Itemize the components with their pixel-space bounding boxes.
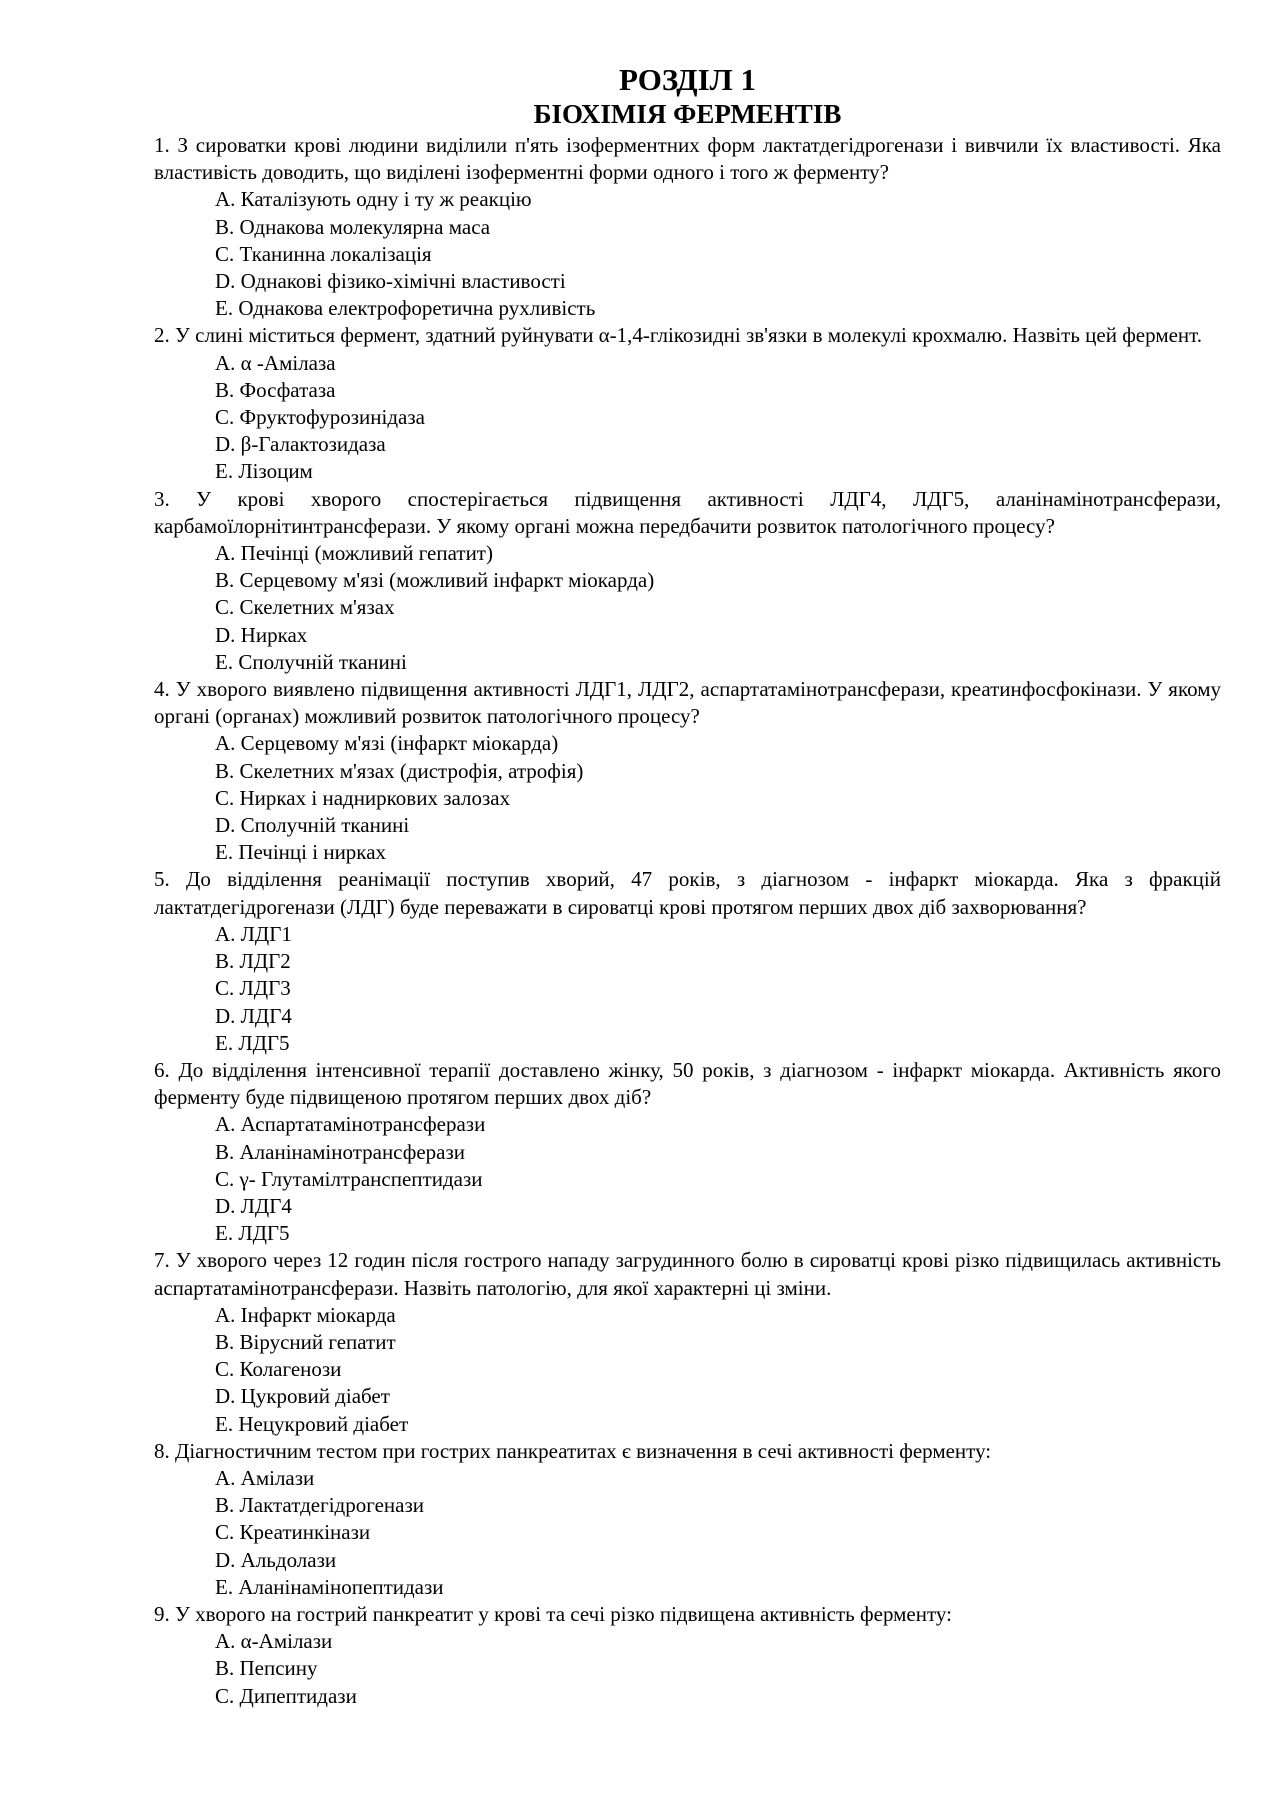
question-4 [154, 676, 1221, 866]
answer-option: A. Серцевому м'язі (інфаркт міокарда) [215, 731, 559, 756]
answer-options [154, 350, 1221, 486]
answer-option: E. Сполучній тканині [215, 649, 407, 674]
answer-option: C. Колагенози [215, 1357, 342, 1382]
answer-option: A. α-Амілази [215, 1629, 333, 1654]
answer-option: A. Каталізують одну і ту ж реакцію [215, 187, 532, 212]
answer-option: C. Тканинна локалізація [215, 241, 432, 266]
answer-option: A. α -Амілаза [215, 350, 336, 375]
answer-option: C. Скелетних м'язах [215, 595, 395, 620]
answer-option: D. Альдолази [215, 1547, 337, 1572]
question-list [154, 132, 1221, 1710]
answer-option: D. Сполучній тканині [215, 813, 410, 838]
answer-option: A. Аспартатамінотрансферази [215, 1112, 486, 1137]
answer-option: D. Однакові фізико-хімічні властивості [215, 269, 566, 294]
question-1 [154, 132, 1221, 322]
answer-options [154, 921, 1221, 1057]
answer-option: B. Пепсину [215, 1656, 318, 1681]
question-5 [154, 866, 1221, 1056]
answer-option: C. ЛДГ3 [215, 976, 291, 1001]
answer-option: E. Аланінамінопептидази [215, 1574, 444, 1599]
answer-option: D. ЛДГ4 [215, 1193, 292, 1218]
answer-options [154, 1628, 1221, 1710]
answer-option: B. ЛДГ2 [215, 949, 291, 974]
question-text: 4. У хворого виявлено підвищення активності ЛДГ1, ЛДГ2, аспартатамінотрансферази, креатинфосфокінази. У якому органі (органах) можливий розвиток патологічного процесу? [154, 677, 1221, 729]
answer-option: E. Лізоцим [215, 459, 313, 484]
answer-option: C. Дипептидази [215, 1683, 357, 1708]
answer-option: C. Креатинкінази [215, 1520, 371, 1545]
answer-option: A. Печінці (можливий гепатит) [215, 541, 493, 566]
answer-options [154, 186, 1221, 322]
answer-option: B. Фосфатаза [215, 377, 336, 402]
answer-option: D. Нирках [215, 622, 308, 647]
question-text: 8. Діагностичним тестом при гострих панкреатитах є визначення в сечі активності ферменту: [154, 1438, 992, 1463]
answer-option: B. Скелетних м'язах (дистрофія, атрофія) [215, 758, 584, 783]
question-9 [154, 1601, 1221, 1710]
question-8 [154, 1438, 1221, 1601]
answer-option: B. Однакова молекулярна маса [215, 214, 491, 239]
answer-options [154, 1111, 1221, 1247]
answer-option: E. ЛДГ5 [215, 1221, 290, 1246]
answer-option: C. γ- Глутамілтранспептидази [215, 1166, 483, 1191]
answer-option: B. Аланінамінотрансферази [215, 1139, 466, 1164]
question-7 [154, 1247, 1221, 1437]
answer-option: C. Фруктофурозинідаза [215, 405, 425, 430]
question-text: 2. У слині міститься фермент, здатний руйнувати α-1,4-глікозидні зв'язки в молекулі крохмалю. Назвіть цей фермент. [154, 323, 1203, 348]
answer-options [154, 1465, 1221, 1601]
answer-option: B. Серцевому м'язі (можливий інфаркт міокарда) [215, 568, 655, 593]
question-text: 6. До відділення інтенсивної терапії доставлено жінку, 50 років, з діагнозом - інфаркт міокарда. Активність якого ферменту буде підвищеною протягом перших двох діб? [154, 1057, 1221, 1110]
answer-options [154, 540, 1221, 676]
section-title: РОЗДІЛ 1 [618, 62, 757, 97]
answer-option: A. Інфаркт міокарда [215, 1302, 396, 1327]
answer-option: B. Вірусний гепатит [215, 1329, 396, 1354]
question-6 [154, 1057, 1221, 1247]
question-text: 5. До відділення реанімації поступив хворий, 47 років, з діагнозом - інфаркт міокарда. Яка з фракцій лактатдегідрогенази (ЛДГ) буде переважати в сироватці крові протягом перших двох діб захворювання? [154, 867, 1221, 919]
answer-option: E. Однакова електрофоретична рухливість [215, 296, 596, 321]
answer-option: E. Печінці і нирках [215, 840, 387, 865]
section-subtitle: БІОХІМІЯ ФЕРМЕНТІВ [533, 99, 842, 129]
answer-options [154, 1302, 1221, 1438]
question-text: 3. У крові хворого спостерігається підвищення активності ЛДГ4, ЛДГ5, аланінамінотрансферази, карбамоїлорнітинтрансферази. У якому органі можна передбачити розвиток патологічного процесу? [154, 486, 1221, 538]
answer-option: E. ЛДГ5 [215, 1030, 290, 1055]
question-text: 9. У хворого на гострий панкреатит у крові та сечі різко підвищена активність ферменту: [154, 1601, 952, 1626]
answer-option: D. β-Галактозидаза [215, 432, 386, 457]
question-2 [154, 322, 1221, 485]
question-text: 7. У хворого через 12 годин після гострого нападу загрудинного болю в сироватці крові різко підвищилась активність аспартатамінотрансферази. Назвіть патологію, для якої характерні ці зміни. [154, 1248, 1221, 1300]
answer-option: C. Нирках і надниркових залозах [215, 785, 511, 810]
answer-option: A. ЛДГ1 [215, 921, 292, 946]
answer-option: A. Амілази [215, 1465, 315, 1490]
question-text: 1. З сироватки крові людини виділили п'ять ізоферментних форм лактатдегідрогенази і вивчили їх властивості. Яка властивість доводить, що виділені ізоферментні форми одного і того ж ферменту? [154, 133, 1221, 185]
document-page [154, 62, 1221, 1710]
answer-option: D. Цукровий діабет [215, 1384, 390, 1409]
answer-option: B. Лактатдегідрогенази [215, 1493, 424, 1518]
answer-options [154, 730, 1221, 866]
answer-option: E. Нецукровий діабет [215, 1411, 409, 1436]
question-3 [154, 486, 1221, 676]
answer-option: D. ЛДГ4 [215, 1003, 292, 1028]
